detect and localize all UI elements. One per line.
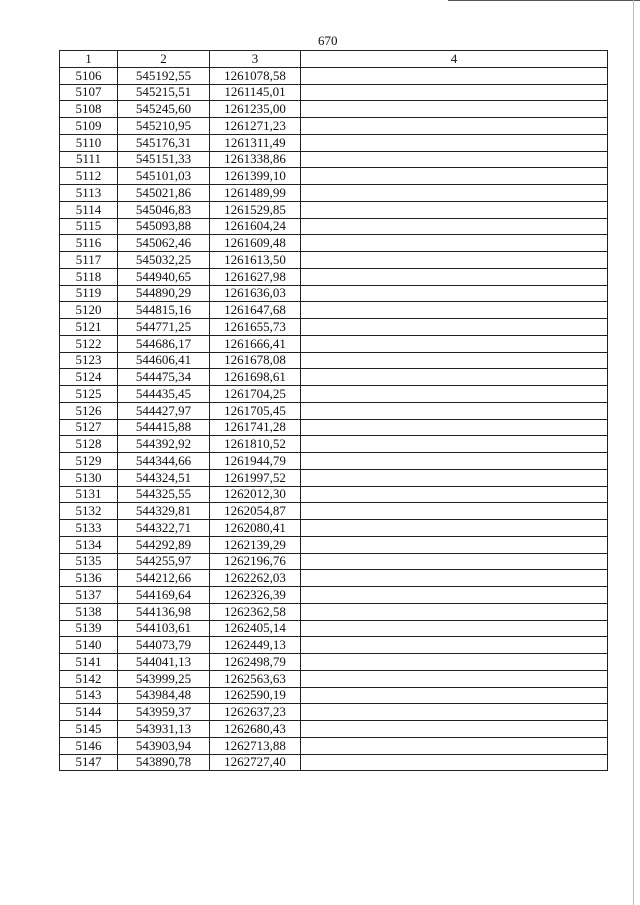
table-row [60,670,608,687]
notes-cell [301,453,608,470]
x-coordinate-cell: 544329,81 [118,503,210,520]
point-number-cell: 5133 [60,520,118,537]
point-number-cell: 5118 [60,268,118,285]
table-row [60,469,608,486]
x-coordinate-cell: 544392,92 [118,436,210,453]
y-coordinate-cell: 1262012,30 [210,486,301,503]
point-number-cell: 5144 [60,704,118,721]
y-coordinate-cell: 1261666,41 [210,335,301,352]
notes-cell [301,737,608,754]
notes-cell [301,118,608,135]
notes-cell [301,369,608,386]
y-coordinate-cell: 1262563,63 [210,670,301,687]
x-coordinate-cell: 543959,37 [118,704,210,721]
table-body [60,67,608,771]
notes-cell [301,84,608,101]
point-number-cell: 5141 [60,654,118,671]
y-coordinate-cell: 1261235,00 [210,101,301,118]
y-coordinate-cell: 1262139,29 [210,536,301,553]
x-coordinate-cell: 544041,13 [118,654,210,671]
y-coordinate-cell: 1262637,23 [210,704,301,721]
notes-cell [301,754,608,771]
table-row [60,587,608,604]
y-coordinate-cell: 1261704,25 [210,386,301,403]
x-coordinate-cell: 545021,86 [118,185,210,202]
table-row [60,151,608,168]
notes-cell [301,503,608,520]
point-number-cell: 5113 [60,185,118,202]
notes-cell [301,285,608,302]
notes-cell [301,469,608,486]
point-number-cell: 5115 [60,218,118,235]
table-row [60,168,608,185]
y-coordinate-cell: 1261529,85 [210,201,301,218]
y-coordinate-cell: 1261944,79 [210,453,301,470]
notes-cell [301,587,608,604]
table-row [60,637,608,654]
x-coordinate-cell: 545151,33 [118,151,210,168]
table-row [60,402,608,419]
notes-cell [301,553,608,570]
x-coordinate-cell: 544212,66 [118,570,210,587]
table-row [60,201,608,218]
table-row [60,654,608,671]
y-coordinate-cell: 1261613,50 [210,252,301,269]
notes-cell [301,185,608,202]
notes-cell [301,570,608,587]
point-number-cell: 5116 [60,235,118,252]
x-coordinate-cell: 545215,51 [118,84,210,101]
x-coordinate-cell: 544890,29 [118,285,210,302]
point-number-cell: 5139 [60,620,118,637]
table-row [60,185,608,202]
table-row [60,268,608,285]
x-coordinate-cell: 544169,64 [118,587,210,604]
table-row [60,302,608,319]
table-row [60,721,608,738]
table-row [60,520,608,537]
notes-cell [301,218,608,235]
y-coordinate-cell: 1262080,41 [210,520,301,537]
y-coordinate-cell: 1261647,68 [210,302,301,319]
notes-cell [301,302,608,319]
y-coordinate-cell: 1262713,88 [210,737,301,754]
point-number-cell: 5112 [60,168,118,185]
notes-cell [301,520,608,537]
y-coordinate-cell: 1262449,13 [210,637,301,654]
point-number-cell: 5146 [60,737,118,754]
table-row [60,536,608,553]
point-number-cell: 5138 [60,603,118,620]
y-coordinate-cell: 1261604,24 [210,218,301,235]
x-coordinate-cell: 544255,97 [118,553,210,570]
right-edge-line [633,0,634,905]
table-row [60,118,608,135]
table-row [60,737,608,754]
notes-cell [301,536,608,553]
x-coordinate-cell: 543890,78 [118,754,210,771]
notes-cell [301,67,608,84]
notes-cell [301,687,608,704]
table-row [60,252,608,269]
y-coordinate-cell: 1261078,58 [210,67,301,84]
point-number-cell: 5122 [60,335,118,352]
table-row [60,319,608,336]
point-number-cell: 5108 [60,101,118,118]
x-coordinate-cell: 544325,55 [118,486,210,503]
notes-cell [301,319,608,336]
notes-cell [301,721,608,738]
point-number-cell: 5140 [60,637,118,654]
point-number-cell: 5121 [60,319,118,336]
point-number-cell: 5111 [60,151,118,168]
point-number-cell: 5126 [60,402,118,419]
table-row [60,503,608,520]
table-row [60,704,608,721]
x-coordinate-cell: 544771,25 [118,319,210,336]
table-row [60,570,608,587]
x-coordinate-cell: 543903,94 [118,737,210,754]
table-row [60,235,608,252]
table-row [60,419,608,436]
point-number-cell: 5142 [60,670,118,687]
y-coordinate-cell: 1261636,03 [210,285,301,302]
notes-cell [301,151,608,168]
x-coordinate-cell: 544322,71 [118,520,210,537]
y-coordinate-cell: 1261311,49 [210,134,301,151]
x-coordinate-cell: 544427,97 [118,402,210,419]
point-number-cell: 5123 [60,352,118,369]
x-coordinate-cell: 544344,66 [118,453,210,470]
notes-cell [301,252,608,269]
notes-cell [301,670,608,687]
x-coordinate-cell: 544606,41 [118,352,210,369]
x-coordinate-cell: 545046,83 [118,201,210,218]
coordinates-table [59,50,608,771]
x-coordinate-cell: 543984,48 [118,687,210,704]
table-row [60,218,608,235]
x-coordinate-cell: 544136,98 [118,603,210,620]
y-coordinate-cell: 1262326,39 [210,587,301,604]
y-coordinate-cell: 1262680,43 [210,721,301,738]
notes-cell [301,201,608,218]
y-coordinate-cell: 1261705,45 [210,402,301,419]
x-coordinate-cell: 545210,95 [118,118,210,135]
top-border-line [448,0,640,1]
x-coordinate-cell: 545101,03 [118,168,210,185]
x-coordinate-cell: 544103,61 [118,620,210,637]
notes-cell [301,637,608,654]
point-number-cell: 5127 [60,419,118,436]
y-coordinate-cell: 1261489,99 [210,185,301,202]
notes-cell [301,704,608,721]
table-row [60,436,608,453]
column-header: 3 [210,51,301,68]
table-row [60,101,608,118]
x-coordinate-cell: 544324,51 [118,469,210,486]
notes-cell [301,654,608,671]
point-number-cell: 5125 [60,386,118,403]
y-coordinate-cell: 1262590,19 [210,687,301,704]
point-number-cell: 5107 [60,84,118,101]
y-coordinate-cell: 1262196,76 [210,553,301,570]
table-row [60,352,608,369]
point-number-cell: 5119 [60,285,118,302]
table-row [60,486,608,503]
point-number-cell: 5143 [60,687,118,704]
table-row [60,553,608,570]
point-number-cell: 5124 [60,369,118,386]
point-number-cell: 5109 [60,118,118,135]
table-row [60,386,608,403]
notes-cell [301,268,608,285]
notes-cell [301,620,608,637]
notes-cell [301,352,608,369]
x-coordinate-cell: 544292,89 [118,536,210,553]
point-number-cell: 5145 [60,721,118,738]
y-coordinate-cell: 1262498,79 [210,654,301,671]
y-coordinate-cell: 1261609,48 [210,235,301,252]
x-coordinate-cell: 544475,34 [118,369,210,386]
point-number-cell: 5131 [60,486,118,503]
y-coordinate-cell: 1262362,58 [210,603,301,620]
x-coordinate-cell: 545176,31 [118,134,210,151]
x-coordinate-cell: 545192,55 [118,67,210,84]
x-coordinate-cell: 544815,16 [118,302,210,319]
point-number-cell: 5137 [60,587,118,604]
y-coordinate-cell: 1261997,52 [210,469,301,486]
x-coordinate-cell: 544686,17 [118,335,210,352]
y-coordinate-cell: 1261810,52 [210,436,301,453]
table-row [60,687,608,704]
point-number-cell: 5106 [60,67,118,84]
notes-cell [301,436,608,453]
point-number-cell: 5136 [60,570,118,587]
x-coordinate-cell: 543931,13 [118,721,210,738]
notes-cell [301,419,608,436]
notes-cell [301,402,608,419]
table-header-row [60,51,608,68]
table-row [60,67,608,84]
notes-cell [301,486,608,503]
y-coordinate-cell: 1261655,73 [210,319,301,336]
point-number-cell: 5129 [60,453,118,470]
column-header: 2 [118,51,210,68]
point-number-cell: 5134 [60,536,118,553]
point-number-cell: 5110 [60,134,118,151]
x-coordinate-cell: 544073,79 [118,637,210,654]
y-coordinate-cell: 1262262,03 [210,570,301,587]
table-row [60,84,608,101]
table-row [60,603,608,620]
y-coordinate-cell: 1261627,98 [210,268,301,285]
y-coordinate-cell: 1262405,14 [210,620,301,637]
point-number-cell: 5128 [60,436,118,453]
table-row [60,285,608,302]
table-row [60,754,608,771]
notes-cell [301,101,608,118]
table-row [60,335,608,352]
x-coordinate-cell: 545093,88 [118,218,210,235]
column-header: 1 [60,51,118,68]
point-number-cell: 5147 [60,754,118,771]
x-coordinate-cell: 544415,88 [118,419,210,436]
notes-cell [301,335,608,352]
y-coordinate-cell: 1261678,08 [210,352,301,369]
y-coordinate-cell: 1262054,87 [210,503,301,520]
page-number: 670 [318,33,338,48]
y-coordinate-cell: 1261145,01 [210,84,301,101]
notes-cell [301,386,608,403]
y-coordinate-cell: 1261698,61 [210,369,301,386]
point-number-cell: 5130 [60,469,118,486]
notes-cell [301,603,608,620]
point-number-cell: 5132 [60,503,118,520]
notes-cell [301,168,608,185]
y-coordinate-cell: 1261271,23 [210,118,301,135]
y-coordinate-cell: 1261741,28 [210,419,301,436]
point-number-cell: 5120 [60,302,118,319]
table-row [60,369,608,386]
point-number-cell: 5114 [60,201,118,218]
y-coordinate-cell: 1262727,40 [210,754,301,771]
notes-cell [301,134,608,151]
point-number-cell: 5135 [60,553,118,570]
x-coordinate-cell: 543999,25 [118,670,210,687]
table-row [60,620,608,637]
x-coordinate-cell: 545062,46 [118,235,210,252]
x-coordinate-cell: 544940,65 [118,268,210,285]
x-coordinate-cell: 545032,25 [118,252,210,269]
notes-cell [301,235,608,252]
table-row [60,134,608,151]
table-row [60,453,608,470]
y-coordinate-cell: 1261399,10 [210,168,301,185]
y-coordinate-cell: 1261338,86 [210,151,301,168]
point-number-cell: 5117 [60,252,118,269]
x-coordinate-cell: 545245,60 [118,101,210,118]
x-coordinate-cell: 544435,45 [118,386,210,403]
column-header: 4 [301,51,608,68]
